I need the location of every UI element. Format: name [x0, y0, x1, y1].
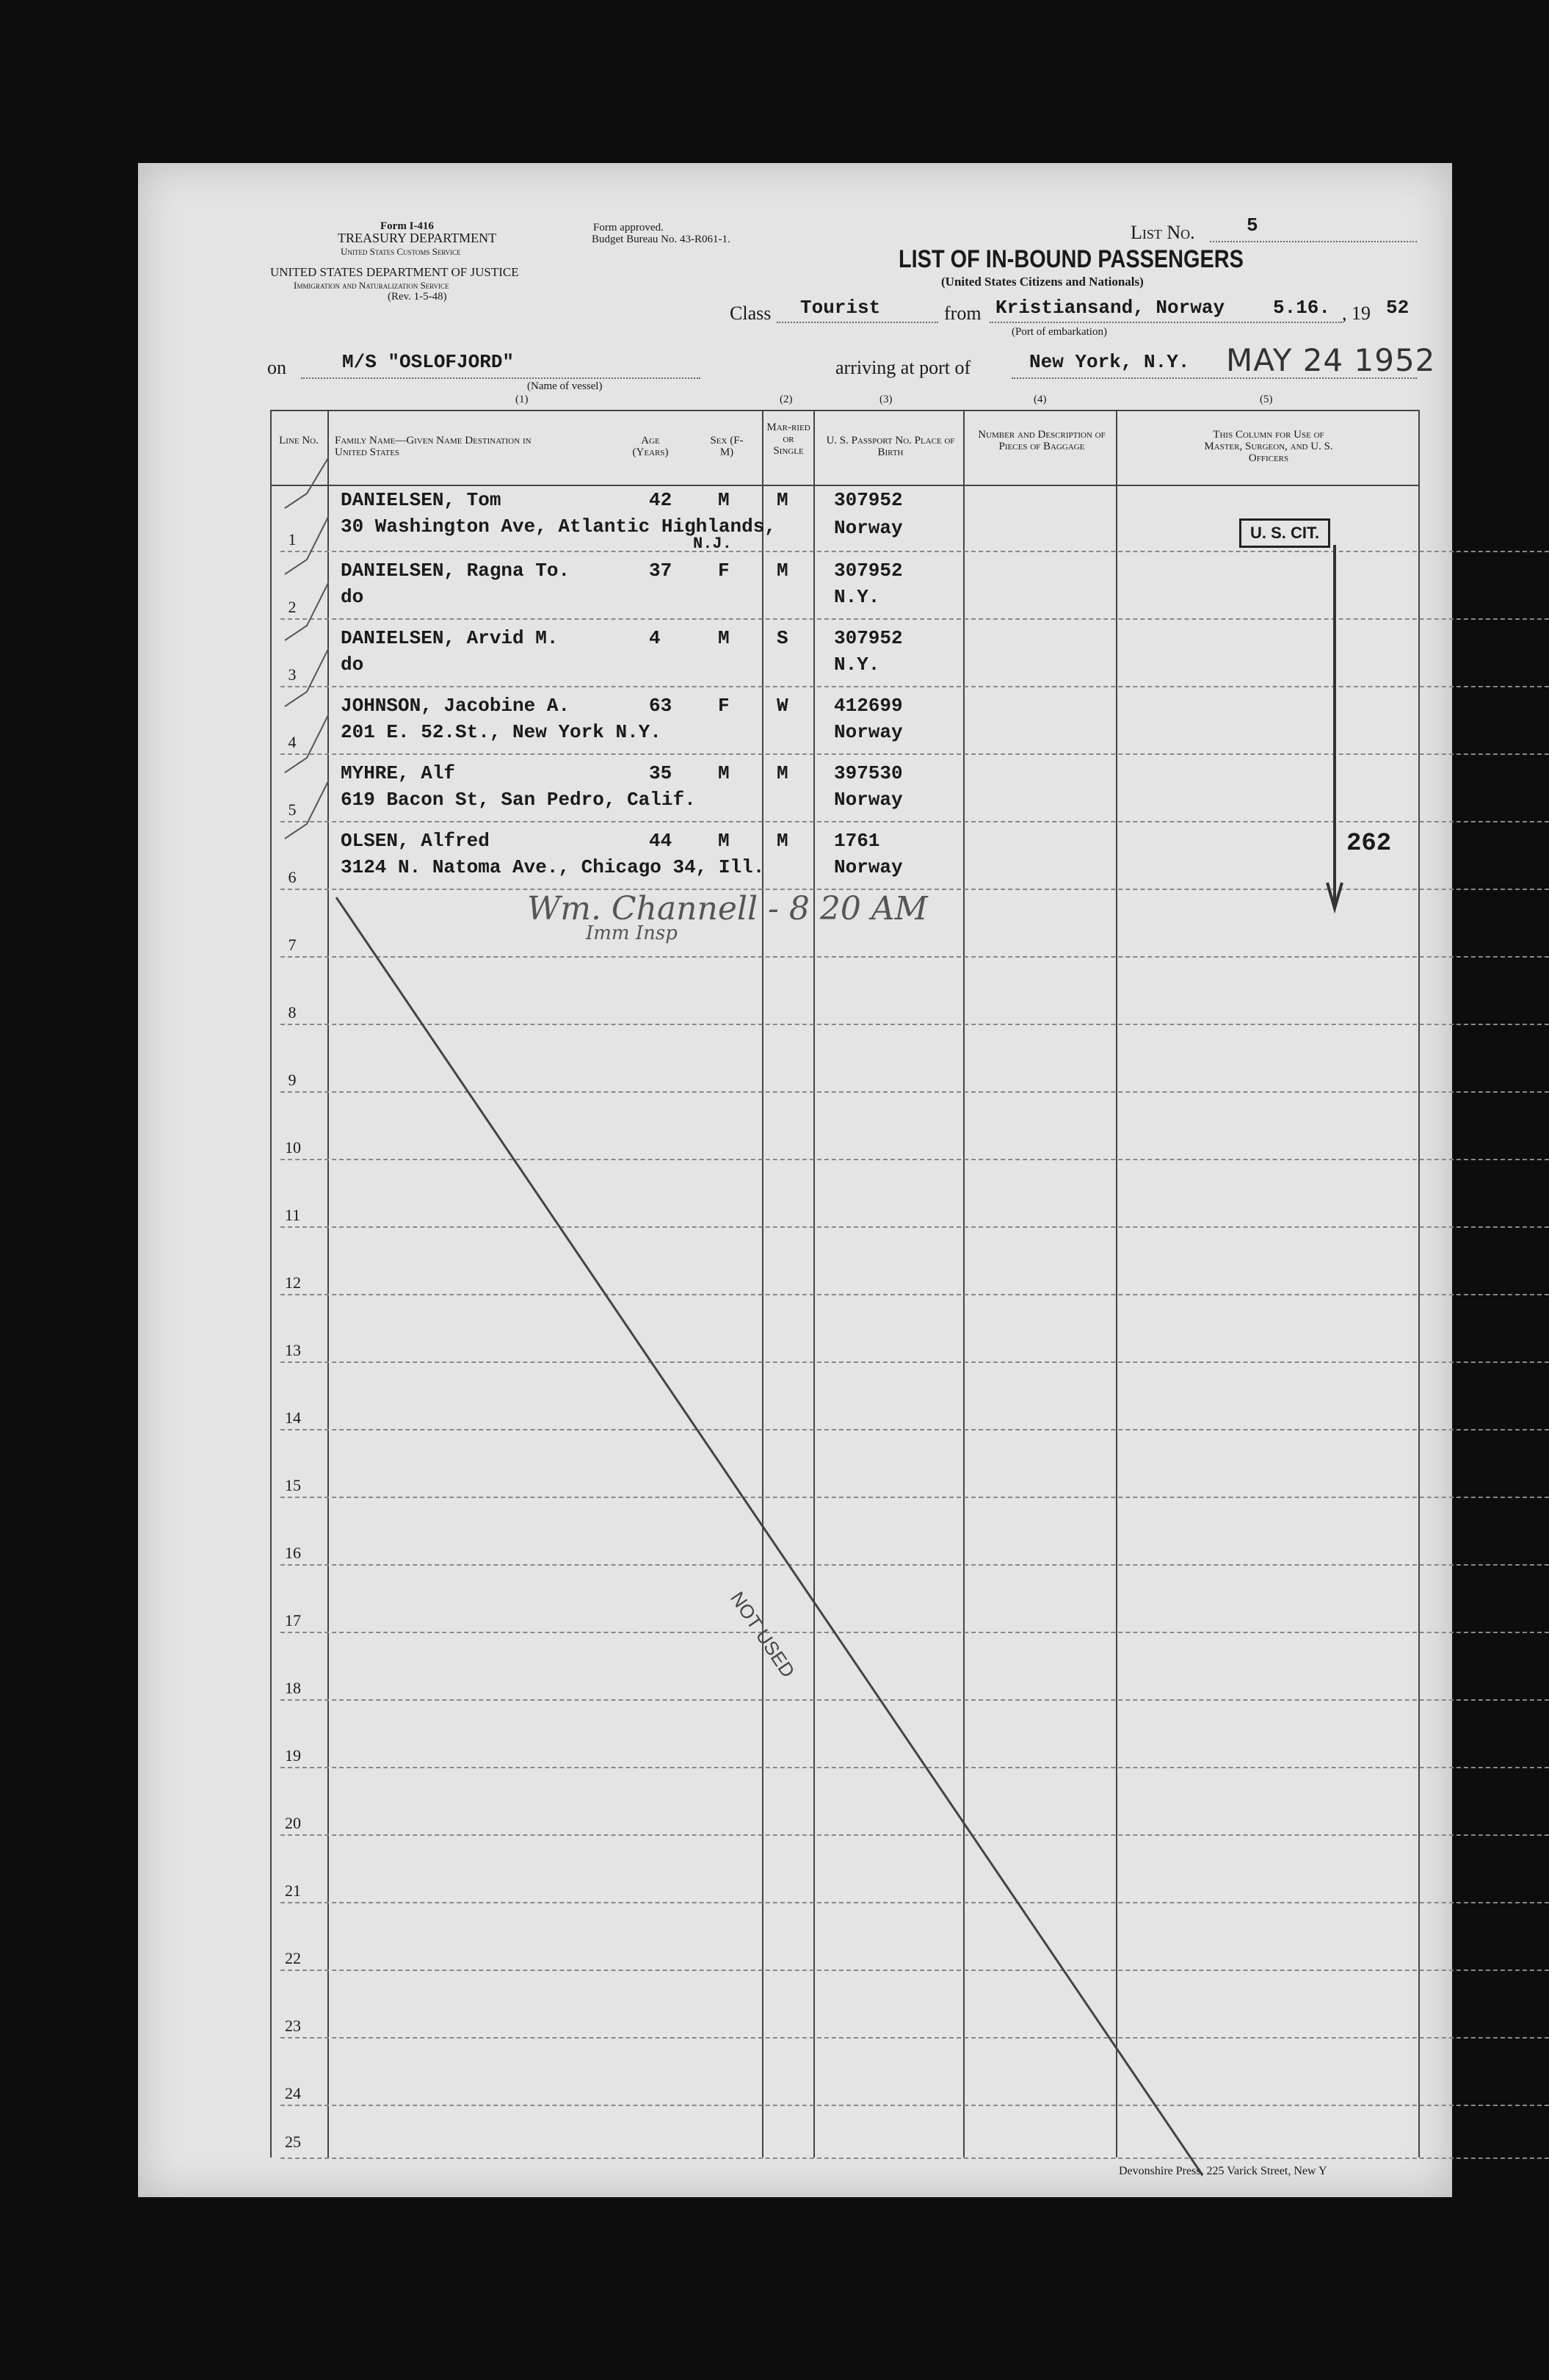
passenger-name: JOHNSON, Jacobine A.: [341, 695, 570, 717]
line-number: 21: [285, 1881, 301, 1900]
customs-service: United States Customs Service: [341, 246, 461, 257]
col-num-3: (3): [879, 394, 893, 405]
col-officers: This Column for Use of Master, Surgeon, and U. S. Officers: [1204, 429, 1333, 464]
us-cit-stamp: U. S. CIT.: [1239, 518, 1330, 548]
treasury-dept: TREASURY DEPARTMENT: [338, 231, 497, 245]
passenger-passport: 397530: [834, 762, 903, 784]
not-used-strike-line: [138, 163, 1452, 2197]
line-number: 25: [285, 2133, 301, 2151]
line-number: 15: [285, 1476, 301, 1494]
class-value: Tourist: [800, 297, 881, 319]
passenger-birthplace: Norway: [834, 856, 903, 878]
check-marks: [138, 163, 329, 897]
passenger-age: 4: [649, 627, 661, 649]
from-label: from: [944, 303, 982, 324]
class-label: Class: [730, 303, 772, 324]
line-number: 11: [285, 1206, 301, 1224]
passenger-name: DANIELSEN, Arvid M.: [341, 627, 559, 649]
passenger-marital: S: [777, 627, 788, 649]
vessel-note: (Name of vessel): [527, 380, 603, 392]
line-number: 18: [285, 1679, 301, 1697]
vessel-name: M/S "OSLOFJORD": [342, 351, 515, 373]
line-number: 24: [285, 2084, 301, 2102]
list-label: List No.: [1131, 222, 1195, 243]
passenger-sex: M: [718, 762, 730, 784]
col-num-4: (4): [1034, 394, 1047, 405]
officer-signature: Wm. Channell - 8 20 AM: [527, 890, 928, 927]
passenger-sex: M: [718, 627, 730, 649]
passenger-sex: F: [718, 560, 730, 582]
line-number: 4: [288, 733, 297, 751]
col-age: Age (Years): [632, 435, 669, 458]
line-number: 3: [288, 665, 297, 684]
line-number: 14: [285, 1408, 301, 1427]
budget-bureau: Budget Bureau No. 43-R061-1.: [592, 234, 730, 245]
passenger-sex: F: [718, 695, 730, 717]
line-number: 1: [288, 530, 297, 549]
line-number: 2: [288, 598, 297, 616]
line-number: 20: [285, 1814, 301, 1832]
passenger-marital: M: [777, 489, 788, 511]
passenger-birthplace: Norway: [834, 721, 903, 743]
passenger-age: 35: [649, 762, 672, 784]
col-sex: Sex (F-M): [710, 435, 744, 458]
passenger-passport: 307952: [834, 627, 903, 649]
vessel-col-number: (1): [515, 394, 529, 405]
line-number: 10: [285, 1138, 301, 1157]
officer-title: Imm Insp: [586, 922, 678, 944]
ins-service: Immigration and Naturalization Service: [294, 280, 449, 291]
line-number: 22: [285, 1949, 301, 1967]
col-marital: Mar-ried or Single: [766, 422, 810, 457]
passenger-name: DANIELSEN, Ragna To.: [341, 560, 570, 582]
list-subtitle: (United States Citizens and Nationals): [941, 275, 1144, 289]
year-value: 52: [1386, 297, 1410, 319]
line-number: 7: [288, 936, 297, 954]
passenger-destination: do: [341, 654, 364, 676]
port-embarkation-note: (Port of embarkation): [1012, 326, 1107, 338]
list-title: LIST OF IN-BOUND PASSENGERS: [899, 245, 1244, 273]
form-number: Form I-416: [380, 220, 434, 232]
passenger-destination: 619 Bacon St, San Pedro, Calif.: [341, 789, 696, 811]
passenger-marital: M: [777, 762, 788, 784]
passenger-sex: M: [718, 830, 730, 852]
passenger-marital: M: [777, 830, 788, 852]
passenger-name: OLSEN, Alfred: [341, 830, 490, 852]
line-number: 19: [285, 1746, 301, 1765]
col-num-2: (2): [780, 394, 793, 405]
col-line-no: Line No.: [279, 435, 319, 446]
passenger-passport: 307952: [834, 489, 903, 511]
on-label: on: [267, 357, 286, 378]
arrival-date-stamp: MAY 24 1952: [1226, 342, 1436, 378]
not-used-label: NOT USED: [726, 1588, 799, 1682]
passenger-passport: 307952: [834, 560, 903, 582]
passenger-birthplace: N.Y.: [834, 654, 880, 676]
col-name: Family Name—Given Name Destination in United States: [335, 435, 532, 458]
from-value: Kristiansand, Norway: [995, 297, 1225, 319]
passenger-destination: do: [341, 586, 364, 608]
passenger-count: 262: [1346, 830, 1392, 858]
passenger-destination: 30 Washington Ave, Atlantic Highlands,: [341, 516, 776, 538]
line-number: 13: [285, 1341, 301, 1359]
passenger-destination-cont: N.J.: [693, 535, 732, 553]
justice-dept: UNITED STATES DEPARTMENT OF JUSTICE: [270, 265, 519, 279]
col-num-5: (5): [1260, 394, 1273, 405]
passenger-passport: 412699: [834, 695, 903, 717]
col-baggage: Number and Description of Pieces of Baggage: [978, 429, 1106, 452]
printer-credit: Devonshire Press, 225 Varick Street, New Y: [1119, 2165, 1327, 2177]
line-number: 17: [285, 1611, 301, 1630]
arriving-label: arriving at port of: [835, 357, 971, 378]
passenger-sex: M: [718, 489, 730, 511]
form-approved: Form approved.: [593, 222, 664, 234]
passenger-marital: W: [777, 695, 788, 717]
line-number: 6: [288, 868, 297, 886]
passenger-age: 42: [649, 489, 672, 511]
list-number: 5: [1247, 214, 1258, 236]
passenger-birthplace: Norway: [834, 517, 903, 539]
arrival-port: New York, N.Y.: [1029, 351, 1190, 373]
line-number: 12: [285, 1273, 301, 1292]
revision: (Rev. 1-5-48): [388, 291, 447, 303]
passenger-name: MYHRE, Alf: [341, 762, 456, 784]
passenger-age: 63: [649, 695, 672, 717]
departure-date: 5.16.: [1273, 297, 1331, 319]
passenger-birthplace: Norway: [834, 789, 903, 811]
line-number: 5: [288, 800, 297, 819]
passenger-destination: 201 E. 52.St., New York N.Y.: [341, 721, 661, 743]
line-number: 16: [285, 1544, 301, 1562]
passenger-marital: M: [777, 560, 788, 582]
passenger-name: DANIELSEN, Tom: [341, 489, 501, 511]
passenger-birthplace: N.Y.: [834, 586, 880, 608]
col-passport: U. S. Passport No. Place of Birth: [826, 435, 955, 458]
line-number: 9: [288, 1071, 297, 1089]
line-number: 23: [285, 2017, 301, 2035]
passenger-age: 44: [649, 830, 672, 852]
line-number: 8: [288, 1003, 297, 1021]
passenger-passport: 1761: [834, 830, 880, 852]
passenger-destination: 3124 N. Natoma Ave., Chicago 34, Ill.: [341, 856, 765, 878]
passenger-age: 37: [649, 560, 672, 582]
manifest-sheet: [138, 163, 1452, 2197]
year-prefix: , 19: [1342, 303, 1371, 324]
